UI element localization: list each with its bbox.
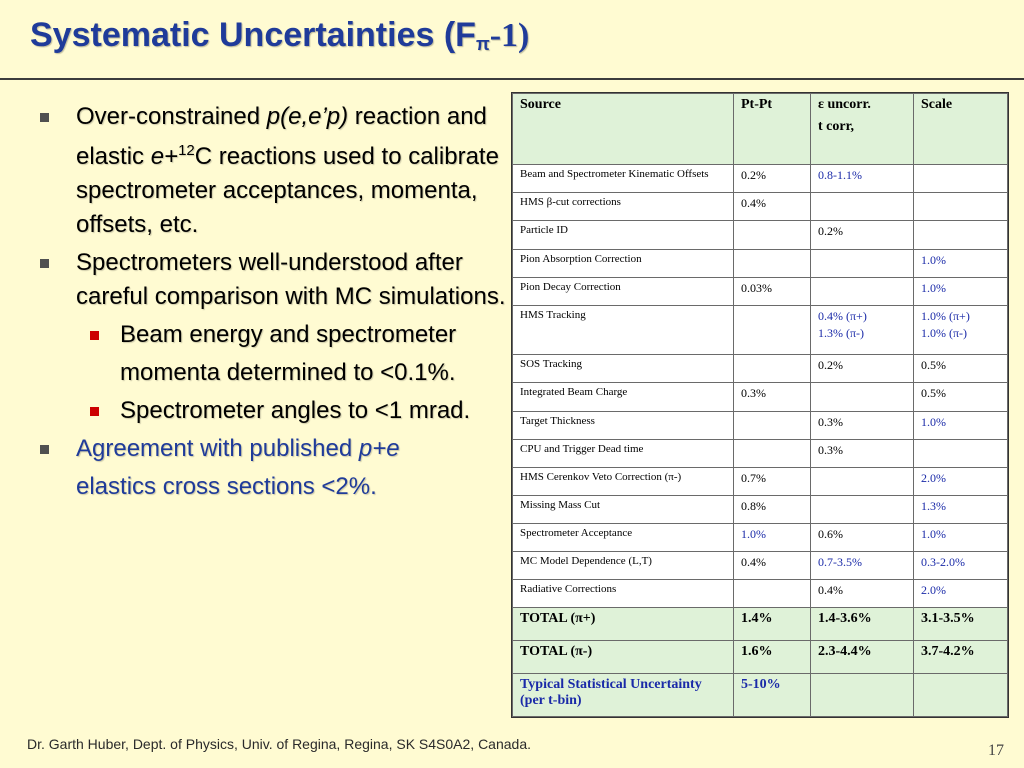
scale-cell — [914, 193, 1008, 221]
total-pt-pt: 1.4% — [734, 608, 811, 641]
total-uncorr: 1.4-3.6% — [811, 608, 914, 641]
source-cell: Missing Mass Cut — [513, 495, 734, 523]
total-label: TOTAL (π+) — [513, 608, 734, 641]
table-row — [513, 439, 1008, 467]
bullet-list — [36, 100, 506, 504]
pt-pt-cell — [734, 411, 811, 439]
source-cell: Pion Absorption Correction — [513, 249, 734, 277]
sub-bullet-beam-energy: Beam energy and spectrometer — [36, 318, 506, 352]
uncorr-cell: 0.3% — [811, 411, 914, 439]
total-pt-pt: 1.6% — [734, 641, 811, 674]
title-divider — [0, 78, 1024, 80]
scale-cell: 1.0% (π+) 1.0% (π-) — [914, 305, 1008, 355]
title-subscript: π — [475, 34, 490, 54]
uncorr-cell — [811, 383, 914, 411]
table-row — [513, 165, 1008, 193]
source-cell: Radiative Corrections — [513, 579, 734, 607]
uncorr-cell — [811, 467, 914, 495]
scale-cell — [914, 165, 1008, 193]
table-row — [513, 411, 1008, 439]
statistical-scale — [914, 674, 1008, 717]
total-row — [513, 608, 1008, 641]
scale-cell: 2.0% — [914, 467, 1008, 495]
bullet-spectrometers: Spectrometers well-understood after careful comparison with MC simulations. — [36, 246, 506, 314]
source-cell: MC Model Dependence (L,T) — [513, 551, 734, 579]
uncertainty-grid — [512, 93, 1008, 717]
bullet-marker — [40, 113, 49, 122]
table-row — [513, 249, 1008, 277]
pt-pt-cell — [734, 439, 811, 467]
pt-pt-cell — [734, 249, 811, 277]
table-row — [513, 305, 1008, 355]
scale-cell: 0.5% — [914, 355, 1008, 383]
footer-credit: Dr. Garth Huber, Dept. of Physics, Univ. of Regina, Regina, SK S4S0A2, Canada. — [27, 736, 531, 752]
pt-pt-cell: 0.8% — [734, 495, 811, 523]
bullet-marker — [40, 259, 49, 268]
table-row — [513, 551, 1008, 579]
title-bar — [0, 0, 1024, 80]
statistical-uncorr — [811, 674, 914, 717]
uncorr-cell: 0.6% — [811, 523, 914, 551]
total-uncorr: 2.3-4.4% — [811, 641, 914, 674]
uncorr-cell: 0.2% — [811, 221, 914, 249]
source-cell: Beam and Spectrometer Kinematic Offsets — [513, 165, 734, 193]
total-scale: 3.7-4.2% — [914, 641, 1008, 674]
bullet-agreement-continuation: elastics cross sections <2%. — [76, 473, 377, 500]
uncorr-cell: 0.3% — [811, 439, 914, 467]
source-cell: HMS β-cut corrections — [513, 193, 734, 221]
table-row — [513, 221, 1008, 249]
page-title: Systematic Uncertainties $(F_\pi-1)$ — [30, 16, 530, 54]
header-source: Source — [513, 94, 734, 165]
source-cell: SOS Tracking — [513, 355, 734, 383]
source-cell: Target Thickness — [513, 411, 734, 439]
pt-pt-cell: 0.7% — [734, 467, 811, 495]
scale-cell: 1.0% — [914, 277, 1008, 305]
table-row — [513, 355, 1008, 383]
scale-cell: 2.0% — [914, 579, 1008, 607]
table-row — [513, 467, 1008, 495]
source-cell: Spectrometer Acceptance — [513, 523, 734, 551]
header-scale: Scale — [914, 94, 1008, 165]
scale-cell: 0.5% — [914, 383, 1008, 411]
table-row — [513, 193, 1008, 221]
sub-bullet-marker — [90, 331, 99, 340]
uncorr-cell: 0.2% — [811, 355, 914, 383]
pt-pt-cell: 0.2% — [734, 165, 811, 193]
scale-cell — [914, 221, 1008, 249]
pt-pt-cell: 1.0% — [734, 523, 811, 551]
total-row — [513, 641, 1008, 674]
scale-cell: 1.0% — [914, 249, 1008, 277]
bullet-agreement: Agreement with published p+e — [36, 432, 506, 466]
scale-cell: 0.3-2.0% — [914, 551, 1008, 579]
scale-cell: 1.0% — [914, 523, 1008, 551]
pt-pt-cell — [734, 305, 811, 355]
scale-cell: 1.3% — [914, 495, 1008, 523]
pt-pt-cell: 0.03% — [734, 277, 811, 305]
bullet-calibration: Over-constrained p(e,e’p) reaction and elastic e+$^{12}$C reactions used to calibrate spectrometer acceptances, momenta, offsets, etc. — [36, 100, 506, 242]
uncorr-cell — [811, 193, 914, 221]
uncorr-cell — [811, 249, 914, 277]
source-cell: Pion Decay Correction — [513, 277, 734, 305]
scale-cell: 1.0% — [914, 411, 1008, 439]
statistical-row — [513, 674, 1008, 717]
source-cell: HMS Cerenkov Veto Correction (π-) — [513, 467, 734, 495]
uncertainty-table — [511, 92, 1009, 718]
pt-pt-cell: 0.4% — [734, 551, 811, 579]
table-row — [513, 579, 1008, 607]
pt-pt-cell — [734, 221, 811, 249]
header-pt-pt: Pt-Pt — [734, 94, 811, 165]
uncorr-cell: 0.4% (π+) 1.3% (π-) — [811, 305, 914, 355]
source-cell: Integrated Beam Charge — [513, 383, 734, 411]
source-cell: Particle ID — [513, 221, 734, 249]
uncorr-cell: 0.8-1.1% — [811, 165, 914, 193]
uncorr-cell — [811, 277, 914, 305]
uncorr-cell: 0.7-3.5% — [811, 551, 914, 579]
total-label: TOTAL (π-) — [513, 641, 734, 674]
sub-bullet-marker — [90, 407, 99, 416]
pt-pt-cell — [734, 355, 811, 383]
pt-pt-cell: 0.4% — [734, 193, 811, 221]
scale-cell — [914, 439, 1008, 467]
table-row — [513, 277, 1008, 305]
source-cell: HMS Tracking — [513, 305, 734, 355]
sub-bullet-continuation: momenta determined to <0.1%. — [120, 359, 456, 386]
table-body — [513, 165, 1008, 717]
source-cell: CPU and Trigger Dead time — [513, 439, 734, 467]
table-row — [513, 495, 1008, 523]
bullet-marker — [40, 445, 49, 454]
uncorr-cell: 0.4% — [811, 579, 914, 607]
statistical-pt-pt: 5-10% — [734, 674, 811, 717]
pt-pt-cell: 0.3% — [734, 383, 811, 411]
table-row — [513, 523, 1008, 551]
table-header-row — [513, 94, 1008, 165]
uncorr-cell — [811, 495, 914, 523]
page-number: 17 — [988, 742, 1004, 759]
sub-bullet-angles: Spectrometer angles to <1 mrad. — [36, 394, 506, 428]
header-epsilon-uncorr: ε uncorr. t corr, — [811, 94, 914, 165]
table-row — [513, 383, 1008, 411]
total-scale: 3.1-3.5% — [914, 608, 1008, 641]
pt-pt-cell — [734, 579, 811, 607]
statistical-label: Typical Statistical Uncertainty (per t-bin) — [513, 674, 734, 717]
